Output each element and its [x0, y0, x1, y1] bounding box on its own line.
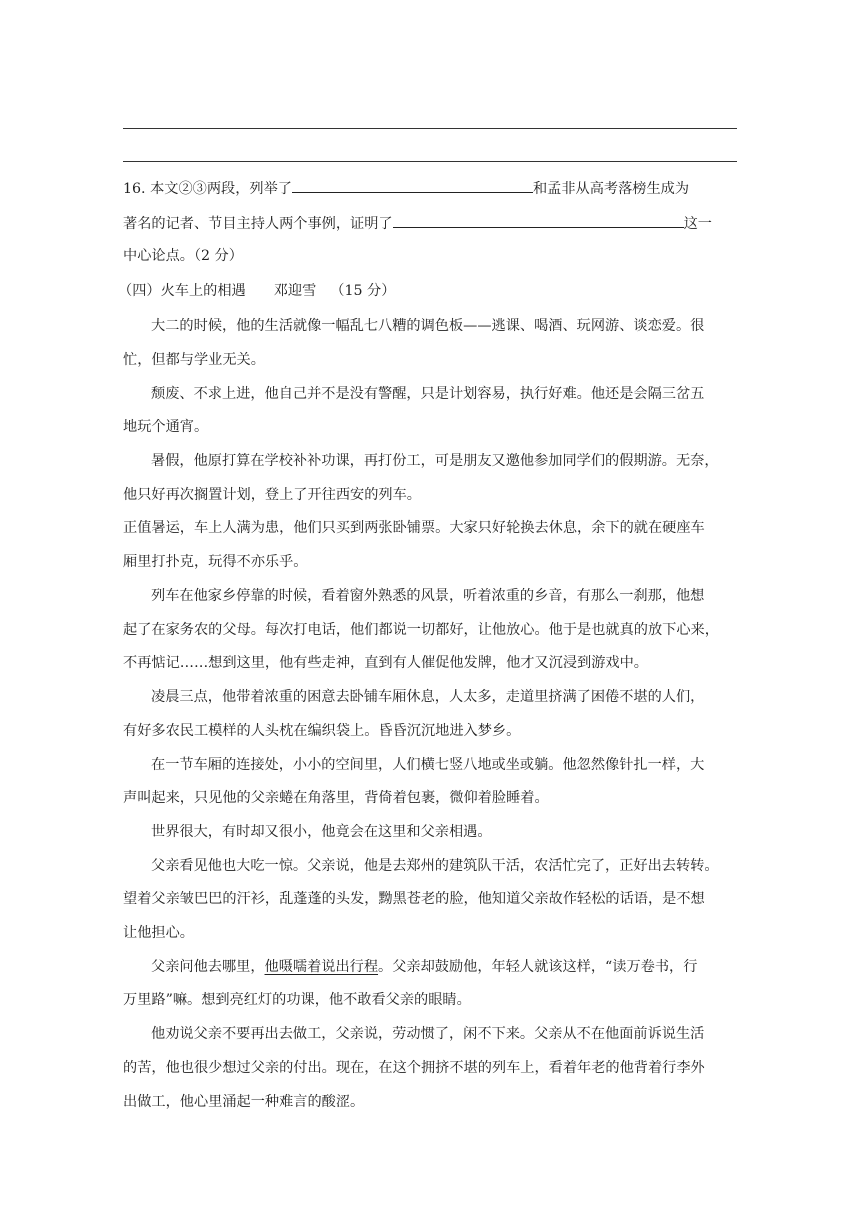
paragraph-line: 让他担心。 [123, 925, 194, 941]
paragraph-line: 凌晨三点，他带着浓重的困意去卧铺车厢休息，人太多，走道里挤满了困倦不堪的人们， [151, 689, 705, 705]
section-score: （15 分） [330, 283, 396, 299]
paragraph-line: 他只好再次搁置计划，登上了开往西安的列车。 [123, 487, 421, 503]
question-16-text: 16. 本文②③两段，列举了 [123, 181, 292, 197]
question-16-text: 和孟非从高考落榜生成为 [532, 181, 690, 197]
paragraph-line: 颓废、不求上进，他自己并不是没有警醒，只是计划容易，执行好难。他还是会隔三岔五 [151, 386, 705, 402]
question-16-text: 著名的记者、节目主持人两个事例，证明了 [123, 216, 393, 232]
paragraph-line: 大二的时候，他的生活就像一幅乱七八糟的调色板——逃课、喝酒、玩网游、谈恋爱。很 [151, 318, 705, 334]
paragraph-line: 的苦，他也很少想过父亲的付出。现在，在这个拥挤不堪的列车上，看着年老的他背着行李外 [123, 1060, 705, 1076]
paragraph-line: 不再惦记……想到这里，他有些走神，直到有人催促他发牌，他才又沉浸到游戏中。 [123, 655, 648, 671]
section-heading [118, 281, 732, 301]
section-title: （四）火车上的相遇 [118, 283, 246, 299]
paragraph-text: 。父亲却鼓励他，年轻人就该这样，“读万卷书，行 [378, 959, 698, 975]
paragraph-line: 出做工，他心里涌起一种难言的酸涩。 [123, 1094, 365, 1110]
paragraph-line: 在一节车厢的连接处，小小的空间里，人们横七竖八地或坐或躺。他忽然像针扎一样，大 [151, 757, 705, 773]
paragraph-line: 望着父亲皱巴巴的汗衫，乱蓬蓬的头发，黝黑苍老的脸，他知道父亲故作轻松的话语，是不想 [123, 891, 705, 907]
answer-blank[interactable] [292, 178, 533, 193]
paragraph-line: 厢里打扑克，玩得不亦乐乎。 [123, 554, 308, 570]
paragraph-line: 有好多农民工模样的人头枕在编织袋上。昏昏沉沉地进入梦乡。 [123, 723, 521, 739]
paragraph-line: 声叫起来，只见他的父亲蜷在角落里，背倚着包裹，微仰着脸睡着。 [123, 790, 549, 806]
paragraph-line: 暑假，他原打算在学校补补功课，再打份工，可是朋友又邀他参加同学们的假期游。无奈， [151, 453, 719, 469]
answer-line-1 [123, 128, 737, 129]
paragraph-line: 父亲看见他也大吃一惊。父亲说，他是去郑州的建筑队干活，农活忙完了，正好出去转转。 [151, 858, 719, 874]
paragraph-line: 正值暑运，车上人满为患，他们只买到两张卧铺票。大家只好轮换去休息，余下的就在硬座车 [123, 520, 705, 536]
paragraph-line: 地玩个通宵。 [123, 419, 209, 435]
question-16-line-2 [123, 213, 737, 234]
paragraph-line: 万里路”嘛。想到亮红灯的功课，他不敢看父亲的眼睛。 [123, 992, 471, 1008]
question-16-line-1 [123, 178, 737, 199]
section-author: 邓迎雪 [273, 283, 317, 299]
question-16-text: 这一 [683, 216, 712, 232]
paragraph-line [151, 957, 737, 977]
paragraph-line: 他劝说父亲不要再出去做工，父亲说，劳动惯了，闲不下来。父亲从不在他面前诉说生活 [151, 1026, 705, 1042]
answer-blank[interactable] [393, 213, 684, 228]
paragraph-text: 父亲问他去哪里， [151, 959, 265, 975]
answer-line-2 [123, 161, 737, 162]
paragraph-line: 忙，但都与学业无关。 [123, 352, 265, 368]
paragraph-line: 列车在他家乡停靠的时候，看着窗外熟悉的风景，听着浓重的乡音，有那么一刹那，他想 [151, 588, 705, 604]
paragraph-line: 起了在家务农的父母。每次打电话，他们都说一切都好，让他放心。他于是也就真的放下心来， [123, 622, 719, 638]
paragraph-line: 世界很大，有时却又很小，他竟会在这里和父亲相遇。 [151, 824, 492, 840]
underlined-phrase: 他嗫嚅着说出行程 [264, 959, 379, 975]
question-16-line-3: 中心论点。（2 分） [123, 248, 243, 264]
